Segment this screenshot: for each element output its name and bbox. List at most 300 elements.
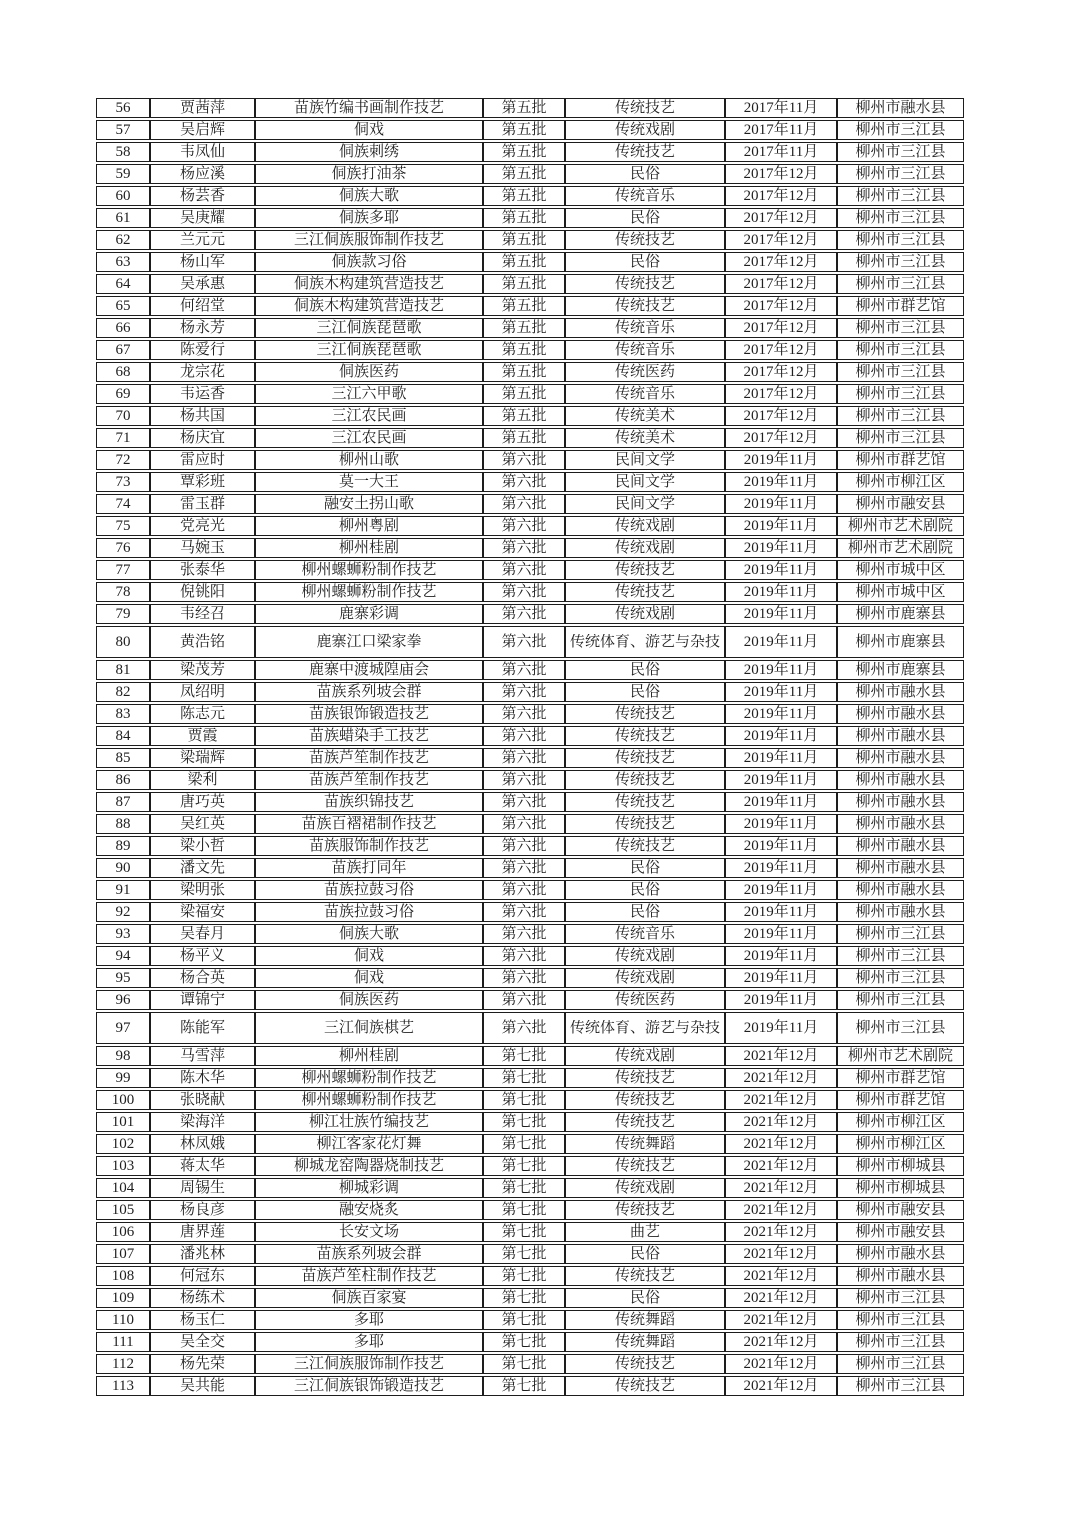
cell-batch: 第七批 xyxy=(483,1266,565,1286)
cell-name: 唐界莲 xyxy=(150,1222,255,1242)
cell-project: 侗族百家宴 xyxy=(255,1288,483,1308)
cell-unit: 柳州市群艺馆 xyxy=(837,1090,964,1110)
cell-name: 龙宗花 xyxy=(150,362,255,382)
cell-project: 苗族打同年 xyxy=(255,858,483,878)
cell-name: 吴红英 xyxy=(150,814,255,834)
cell-category-wrapped-text: 传统体育、游艺与杂技 xyxy=(569,634,720,650)
cell-name: 潘文先 xyxy=(150,858,255,878)
table-row xyxy=(96,340,964,360)
cell-unit: 柳州市艺术剧院 xyxy=(837,538,964,558)
cell-name: 杨良彦 xyxy=(150,1200,255,1220)
cell-batch: 第七批 xyxy=(483,1310,565,1330)
cell-name: 陈爱行 xyxy=(150,340,255,360)
cell-date: 2021年12月 xyxy=(725,1178,837,1198)
cell-project: 柳江壮族竹编技艺 xyxy=(255,1112,483,1132)
cell-no: 64 xyxy=(96,274,150,294)
cell-unit: 柳州市融水县 xyxy=(837,1266,964,1286)
cell-name: 韦运香 xyxy=(150,384,255,404)
cell-project: 柳州桂剧 xyxy=(255,538,483,558)
cell-date: 2021年12月 xyxy=(725,1354,837,1374)
cell-project: 柳州桂剧 xyxy=(255,1046,483,1066)
cell-project: 多耶 xyxy=(255,1310,483,1330)
cell-unit: 柳州市融水县 xyxy=(837,726,964,746)
cell-unit: 柳州市群艺馆 xyxy=(837,450,964,470)
cell-project: 苗族系列坡会群 xyxy=(255,1244,483,1264)
cell-batch: 第七批 xyxy=(483,1332,565,1352)
cell-no: 84 xyxy=(96,726,150,746)
table-row xyxy=(96,1288,964,1308)
cell-unit: 柳州市融水县 xyxy=(837,880,964,900)
cell-unit: 柳州市融水县 xyxy=(837,704,964,724)
cell-batch: 第七批 xyxy=(483,1090,565,1110)
cell-name: 杨玉仁 xyxy=(150,1310,255,1330)
cell-unit: 柳州市群艺馆 xyxy=(837,296,964,316)
table-row xyxy=(96,1310,964,1330)
cell-date: 2017年12月 xyxy=(725,296,837,316)
cell-project: 苗族银饰锻造技艺 xyxy=(255,704,483,724)
cell-no: 87 xyxy=(96,792,150,812)
cell-date: 2019年11月 xyxy=(725,516,837,536)
cell-no: 104 xyxy=(96,1178,150,1198)
cell-category: 民间文学 xyxy=(565,494,725,514)
table-row xyxy=(96,142,964,162)
cell-batch: 第六批 xyxy=(483,604,565,624)
cell-batch: 第五批 xyxy=(483,252,565,272)
cell-project: 苗族蜡染手工技艺 xyxy=(255,726,483,746)
cell-category: 民俗 xyxy=(565,880,725,900)
cell-no: 101 xyxy=(96,1112,150,1132)
table-row xyxy=(96,296,964,316)
cell-date: 2017年12月 xyxy=(725,362,837,382)
table-row xyxy=(96,362,964,382)
cell-date: 2021年12月 xyxy=(725,1112,837,1132)
cell-name: 陈能军 xyxy=(150,1012,255,1044)
cell-date: 2019年11月 xyxy=(725,836,837,856)
cell-date: 2017年12月 xyxy=(725,230,837,250)
cell-batch: 第六批 xyxy=(483,538,565,558)
cell-no: 68 xyxy=(96,362,150,382)
cell-date: 2019年11月 xyxy=(725,450,837,470)
cell-unit: 柳州市艺术剧院 xyxy=(837,516,964,536)
cell-date: 2021年12月 xyxy=(725,1090,837,1110)
cell-no: 80 xyxy=(96,626,150,658)
cell-project: 三江侗族琵琶歌 xyxy=(255,340,483,360)
table-row xyxy=(96,814,964,834)
cell-category: 传统技艺 xyxy=(565,726,725,746)
cell-name: 张晓献 xyxy=(150,1090,255,1110)
cell-unit: 柳州市三江县 xyxy=(837,428,964,448)
table-row xyxy=(96,98,964,118)
table-row xyxy=(96,1376,964,1396)
cell-no: 82 xyxy=(96,682,150,702)
cell-date: 2017年12月 xyxy=(725,252,837,272)
table-row xyxy=(96,1112,964,1132)
cell-no: 95 xyxy=(96,968,150,988)
cell-date: 2021年12月 xyxy=(725,1134,837,1154)
cell-no: 91 xyxy=(96,880,150,900)
table-row xyxy=(96,704,964,724)
cell-batch: 第七批 xyxy=(483,1068,565,1088)
cell-unit: 柳州市柳城县 xyxy=(837,1178,964,1198)
cell-name: 覃彩班 xyxy=(150,472,255,492)
cell-category: 民俗 xyxy=(565,1288,725,1308)
cell-name: 吴承惠 xyxy=(150,274,255,294)
cell-no: 105 xyxy=(96,1200,150,1220)
cell-name: 韦经召 xyxy=(150,604,255,624)
cell-batch: 第七批 xyxy=(483,1222,565,1242)
cell-batch: 第六批 xyxy=(483,450,565,470)
cell-date: 2019年11月 xyxy=(725,814,837,834)
cell-date: 2019年11月 xyxy=(725,472,837,492)
cell-batch: 第五批 xyxy=(483,98,565,118)
cell-category xyxy=(565,626,725,658)
cell-batch: 第五批 xyxy=(483,208,565,228)
cell-no: 106 xyxy=(96,1222,150,1242)
table-row xyxy=(96,1156,964,1176)
cell-batch: 第五批 xyxy=(483,296,565,316)
cell-date: 2019年11月 xyxy=(725,770,837,790)
cell-batch: 第六批 xyxy=(483,726,565,746)
table-row xyxy=(96,164,964,184)
table-row xyxy=(96,208,964,228)
cell-batch: 第六批 xyxy=(483,858,565,878)
cell-unit: 柳州市柳江区 xyxy=(837,1134,964,1154)
cell-date: 2019年11月 xyxy=(725,582,837,602)
cell-name: 马婉玉 xyxy=(150,538,255,558)
cell-category: 传统戏剧 xyxy=(565,516,725,536)
cell-date: 2019年11月 xyxy=(725,604,837,624)
cell-project: 苗族百褶裙制作技艺 xyxy=(255,814,483,834)
cell-unit: 柳州市鹿寨县 xyxy=(837,660,964,680)
cell-no: 97 xyxy=(96,1012,150,1044)
cell-name: 马雪萍 xyxy=(150,1046,255,1066)
cell-unit: 柳州市融水县 xyxy=(837,98,964,118)
cell-date: 2019年11月 xyxy=(725,494,837,514)
cell-date: 2017年12月 xyxy=(725,340,837,360)
cell-date: 2017年12月 xyxy=(725,406,837,426)
cell-name: 梁福安 xyxy=(150,902,255,922)
cell-category: 民俗 xyxy=(565,1244,725,1264)
cell-batch: 第六批 xyxy=(483,924,565,944)
cell-batch: 第六批 xyxy=(483,582,565,602)
cell-name: 杨庆宜 xyxy=(150,428,255,448)
cell-project: 柳城彩调 xyxy=(255,1178,483,1198)
table-row xyxy=(96,252,964,272)
cell-unit: 柳州市三江县 xyxy=(837,1354,964,1374)
cell-category: 传统技艺 xyxy=(565,1090,725,1110)
cell-unit: 柳州市融安县 xyxy=(837,1222,964,1242)
cell-no: 88 xyxy=(96,814,150,834)
cell-category: 传统医药 xyxy=(565,362,725,382)
cell-category: 传统美术 xyxy=(565,406,725,426)
cell-date: 2017年12月 xyxy=(725,208,837,228)
cell-name: 林凤娥 xyxy=(150,1134,255,1154)
cell-date: 2017年12月 xyxy=(725,164,837,184)
cell-unit: 柳州市柳江区 xyxy=(837,472,964,492)
cell-category: 传统戏剧 xyxy=(565,946,725,966)
cell-no: 100 xyxy=(96,1090,150,1110)
cell-no: 93 xyxy=(96,924,150,944)
cell-unit: 柳州市三江县 xyxy=(837,362,964,382)
cell-project: 苗族系列坡会群 xyxy=(255,682,483,702)
cell-name: 韦凤仙 xyxy=(150,142,255,162)
cell-name: 杨合英 xyxy=(150,968,255,988)
table-row xyxy=(96,660,964,680)
cell-name: 潘兆林 xyxy=(150,1244,255,1264)
table-row xyxy=(96,946,964,966)
cell-date: 2017年11月 xyxy=(725,98,837,118)
cell-project: 三江侗族服饰制作技艺 xyxy=(255,230,483,250)
cell-batch: 第六批 xyxy=(483,990,565,1010)
cell-category: 传统技艺 xyxy=(565,836,725,856)
cell-project: 柳州螺蛳粉制作技艺 xyxy=(255,582,483,602)
cell-unit: 柳州市三江县 xyxy=(837,1376,964,1396)
cell-unit: 柳州市三江县 xyxy=(837,1310,964,1330)
cell-name: 梁茂芳 xyxy=(150,660,255,680)
cell-category: 传统音乐 xyxy=(565,340,725,360)
cell-category: 传统技艺 xyxy=(565,704,725,724)
table-row xyxy=(96,1068,964,1088)
cell-date: 2019年11月 xyxy=(725,858,837,878)
cell-no: 59 xyxy=(96,164,150,184)
cell-batch: 第五批 xyxy=(483,164,565,184)
cell-batch: 第六批 xyxy=(483,472,565,492)
cell-no: 73 xyxy=(96,472,150,492)
cell-date: 2021年12月 xyxy=(725,1266,837,1286)
cell-date: 2019年11月 xyxy=(725,990,837,1010)
cell-category: 民间文学 xyxy=(565,450,725,470)
cell-date: 2017年12月 xyxy=(725,318,837,338)
cell-unit: 柳州市三江县 xyxy=(837,208,964,228)
cell-batch: 第六批 xyxy=(483,626,565,658)
cell-batch: 第五批 xyxy=(483,340,565,360)
cell-no: 107 xyxy=(96,1244,150,1264)
table-row xyxy=(96,902,964,922)
cell-name: 雷应时 xyxy=(150,450,255,470)
cell-batch: 第七批 xyxy=(483,1288,565,1308)
cell-no: 109 xyxy=(96,1288,150,1308)
cell-category: 传统舞蹈 xyxy=(565,1310,725,1330)
cell-no: 62 xyxy=(96,230,150,250)
cell-no: 94 xyxy=(96,946,150,966)
cell-category: 传统技艺 xyxy=(565,230,725,250)
table-row xyxy=(96,582,964,602)
cell-name: 贾霞 xyxy=(150,726,255,746)
cell-category: 传统技艺 xyxy=(565,770,725,790)
cell-name: 吴春月 xyxy=(150,924,255,944)
cell-category: 传统技艺 xyxy=(565,1156,725,1176)
table-row xyxy=(96,1134,964,1154)
table-row xyxy=(96,770,964,790)
cell-unit: 柳州市融水县 xyxy=(837,902,964,922)
cell-name: 吴共能 xyxy=(150,1376,255,1396)
cell-unit: 柳州市融水县 xyxy=(837,682,964,702)
cell-project: 侗族款习俗 xyxy=(255,252,483,272)
cell-project: 柳城龙窑陶器烧制技艺 xyxy=(255,1156,483,1176)
cell-category: 传统技艺 xyxy=(565,98,725,118)
cell-category: 传统音乐 xyxy=(565,318,725,338)
cell-category xyxy=(565,1012,725,1044)
cell-batch: 第六批 xyxy=(483,814,565,834)
cell-no: 98 xyxy=(96,1046,150,1066)
cell-project: 柳州山歌 xyxy=(255,450,483,470)
cell-no: 75 xyxy=(96,516,150,536)
cell-batch: 第五批 xyxy=(483,428,565,448)
cell-batch: 第五批 xyxy=(483,230,565,250)
cell-date: 2021年12月 xyxy=(725,1068,837,1088)
cell-project: 柳州螺蛳粉制作技艺 xyxy=(255,1068,483,1088)
cell-name: 杨应溪 xyxy=(150,164,255,184)
cell-unit: 柳州市三江县 xyxy=(837,1332,964,1352)
cell-name: 杨平义 xyxy=(150,946,255,966)
table-row xyxy=(96,792,964,812)
cell-category: 民俗 xyxy=(565,902,725,922)
cell-unit: 柳州市三江县 xyxy=(837,1288,964,1308)
cell-project: 侗戏 xyxy=(255,120,483,140)
cell-no: 67 xyxy=(96,340,150,360)
cell-batch: 第六批 xyxy=(483,748,565,768)
cell-category: 传统美术 xyxy=(565,428,725,448)
cell-category: 民俗 xyxy=(565,682,725,702)
table-row xyxy=(96,494,964,514)
cell-batch: 第六批 xyxy=(483,968,565,988)
table-row xyxy=(96,120,964,140)
cell-project: 侗族大歌 xyxy=(255,186,483,206)
cell-unit: 柳州市城中区 xyxy=(837,582,964,602)
table-row xyxy=(96,858,964,878)
cell-date: 2021年12月 xyxy=(725,1376,837,1396)
cell-date: 2019年11月 xyxy=(725,682,837,702)
table-row xyxy=(96,726,964,746)
cell-category: 传统戏剧 xyxy=(565,1046,725,1066)
cell-project: 鹿寨彩调 xyxy=(255,604,483,624)
cell-category: 传统技艺 xyxy=(565,748,725,768)
cell-batch: 第六批 xyxy=(483,902,565,922)
cell-category: 民俗 xyxy=(565,164,725,184)
cell-unit: 柳州市融水县 xyxy=(837,770,964,790)
table-row xyxy=(96,1046,964,1066)
cell-name: 梁瑞辉 xyxy=(150,748,255,768)
cell-date: 2021年12月 xyxy=(725,1310,837,1330)
cell-batch: 第七批 xyxy=(483,1112,565,1132)
cell-project: 多耶 xyxy=(255,1332,483,1352)
cell-unit: 柳州市柳城县 xyxy=(837,1156,964,1176)
cell-date: 2017年11月 xyxy=(725,120,837,140)
cell-batch: 第七批 xyxy=(483,1200,565,1220)
cell-batch: 第五批 xyxy=(483,362,565,382)
cell-batch: 第六批 xyxy=(483,1012,565,1044)
cell-batch: 第五批 xyxy=(483,274,565,294)
table-row xyxy=(96,1222,964,1242)
cell-project: 侗戏 xyxy=(255,968,483,988)
cell-date: 2019年11月 xyxy=(725,726,837,746)
cell-batch: 第六批 xyxy=(483,516,565,536)
cell-category: 民间文学 xyxy=(565,472,725,492)
cell-name: 凤绍明 xyxy=(150,682,255,702)
cell-unit: 柳州市融水县 xyxy=(837,858,964,878)
cell-name: 倪铫阳 xyxy=(150,582,255,602)
cell-project: 苗族服饰制作技艺 xyxy=(255,836,483,856)
cell-project: 侗戏 xyxy=(255,946,483,966)
cell-batch: 第六批 xyxy=(483,880,565,900)
cell-batch: 第六批 xyxy=(483,660,565,680)
table-row xyxy=(96,538,964,558)
cell-no: 92 xyxy=(96,902,150,922)
cell-batch: 第六批 xyxy=(483,792,565,812)
table-row xyxy=(96,450,964,470)
cell-project: 三江侗族琵琶歌 xyxy=(255,318,483,338)
cell-date: 2017年11月 xyxy=(725,142,837,162)
cell-category: 传统戏剧 xyxy=(565,120,725,140)
cell-no: 112 xyxy=(96,1354,150,1374)
cell-unit: 柳州市三江县 xyxy=(837,318,964,338)
cell-category: 传统舞蹈 xyxy=(565,1134,725,1154)
cell-project: 侗族木构建筑营造技艺 xyxy=(255,296,483,316)
cell-category: 传统技艺 xyxy=(565,814,725,834)
cell-date: 2017年12月 xyxy=(725,428,837,448)
cell-no: 83 xyxy=(96,704,150,724)
cell-batch: 第七批 xyxy=(483,1156,565,1176)
cell-category: 传统舞蹈 xyxy=(565,1332,725,1352)
cell-date: 2021年12月 xyxy=(725,1156,837,1176)
table-row xyxy=(96,186,964,206)
cell-project: 三江六甲歌 xyxy=(255,384,483,404)
cell-project: 苗族芦笙制作技艺 xyxy=(255,770,483,790)
cell-date: 2019年11月 xyxy=(725,704,837,724)
cell-name: 吴启辉 xyxy=(150,120,255,140)
cell-no: 66 xyxy=(96,318,150,338)
cell-category: 传统技艺 xyxy=(565,1354,725,1374)
cell-no: 70 xyxy=(96,406,150,426)
cell-date: 2019年11月 xyxy=(725,560,837,580)
table-row xyxy=(96,924,964,944)
cell-name: 谭锦宁 xyxy=(150,990,255,1010)
cell-no: 110 xyxy=(96,1310,150,1330)
cell-unit: 柳州市三江县 xyxy=(837,274,964,294)
cell-unit: 柳州市三江县 xyxy=(837,120,964,140)
cell-name: 杨芸香 xyxy=(150,186,255,206)
cell-no: 74 xyxy=(96,494,150,514)
cell-unit: 柳州市融水县 xyxy=(837,792,964,812)
cell-project: 苗族芦笙制作技艺 xyxy=(255,748,483,768)
cell-category: 传统音乐 xyxy=(565,924,725,944)
heritage-inheritors-table xyxy=(96,96,964,1398)
cell-batch: 第六批 xyxy=(483,704,565,724)
cell-project: 柳江客家花灯舞 xyxy=(255,1134,483,1154)
cell-unit: 柳州市三江县 xyxy=(837,924,964,944)
cell-category: 传统技艺 xyxy=(565,560,725,580)
cell-batch: 第七批 xyxy=(483,1376,565,1396)
cell-category: 传统技艺 xyxy=(565,1266,725,1286)
cell-project: 莫一大王 xyxy=(255,472,483,492)
table-row xyxy=(96,1266,964,1286)
cell-batch: 第六批 xyxy=(483,494,565,514)
cell-category: 传统技艺 xyxy=(565,1068,725,1088)
cell-category: 传统戏剧 xyxy=(565,1178,725,1198)
cell-category: 民俗 xyxy=(565,208,725,228)
cell-date: 2021年12月 xyxy=(725,1200,837,1220)
cell-category: 传统技艺 xyxy=(565,296,725,316)
cell-category: 民俗 xyxy=(565,252,725,272)
cell-name: 贾茜萍 xyxy=(150,98,255,118)
cell-category: 传统音乐 xyxy=(565,186,725,206)
cell-category: 传统技艺 xyxy=(565,1112,725,1132)
table-row xyxy=(96,682,964,702)
cell-date: 2019年11月 xyxy=(725,748,837,768)
cell-name: 吴全交 xyxy=(150,1332,255,1352)
cell-unit: 柳州市艺术剧院 xyxy=(837,1046,964,1066)
cell-no: 102 xyxy=(96,1134,150,1154)
